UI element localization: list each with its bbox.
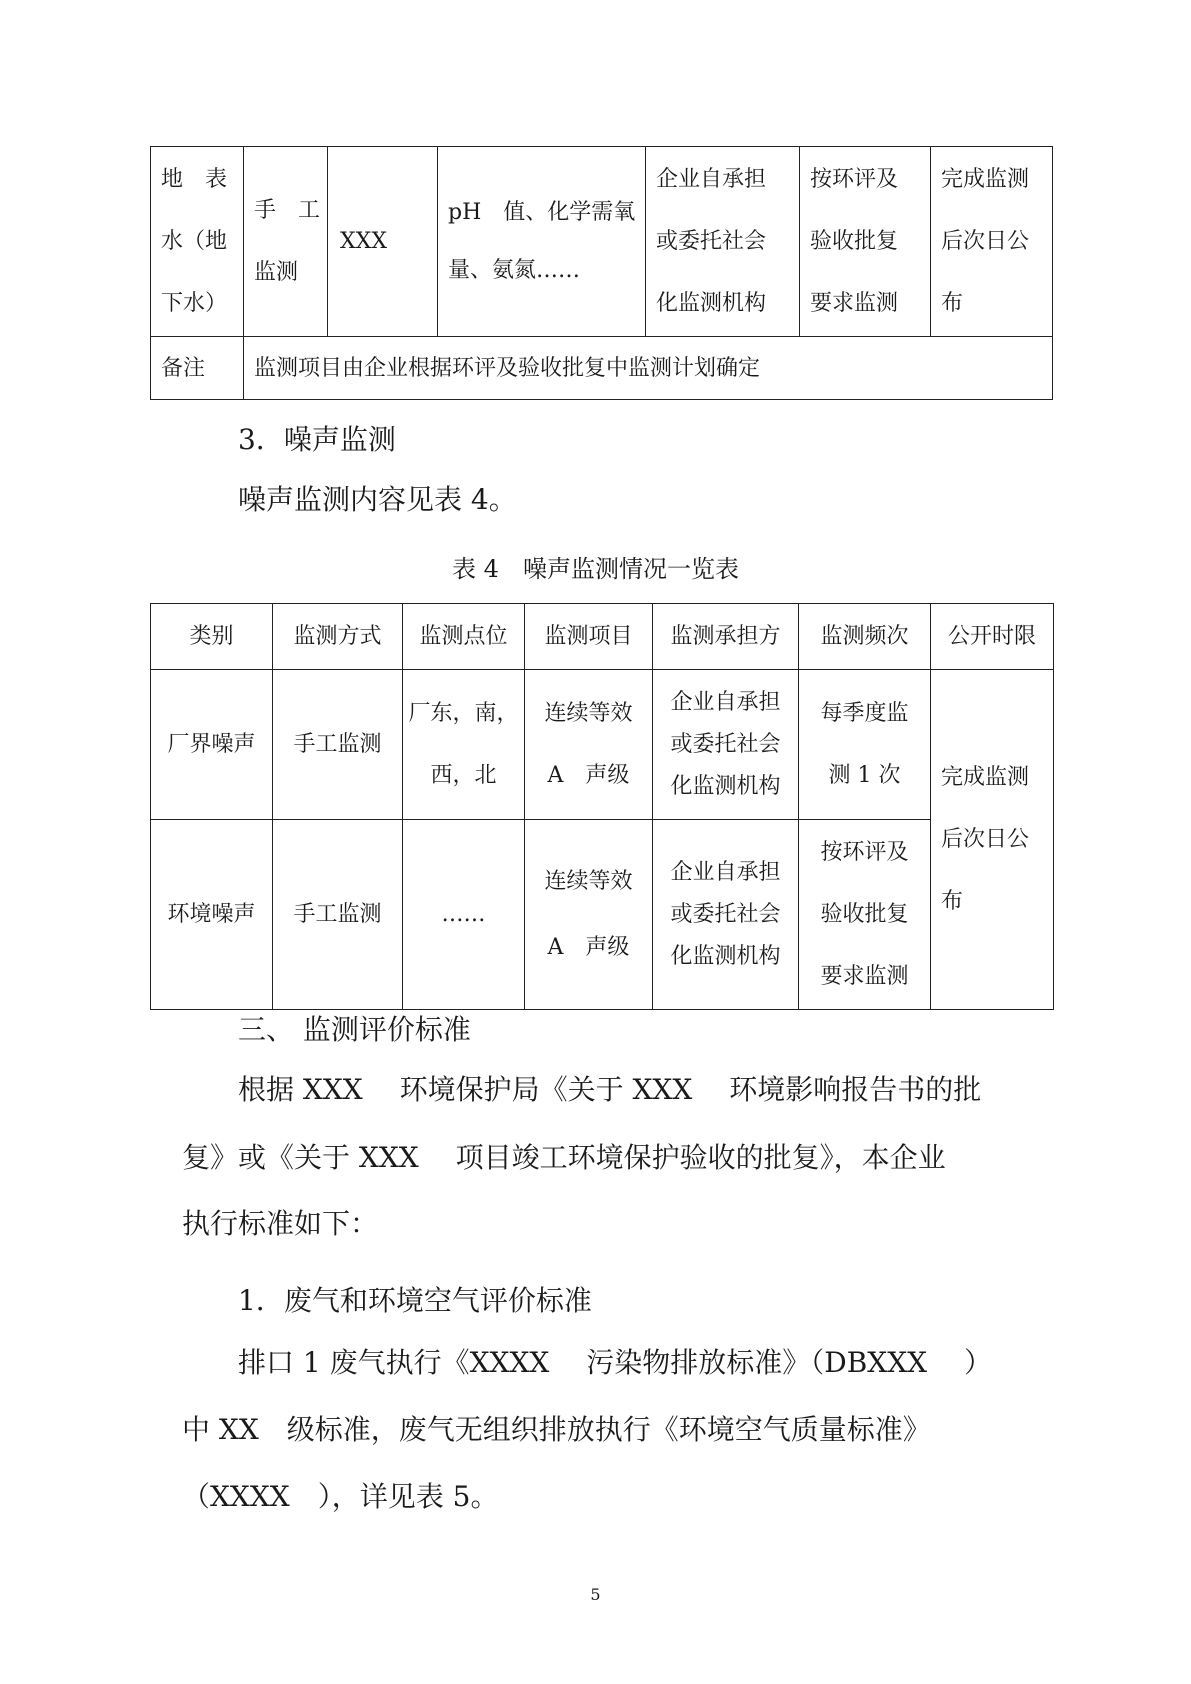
point-cell: 厂东，南， 西，北 <box>403 670 525 820</box>
col-header: 公开时限 <box>931 604 1054 670</box>
bearer-cell: 企业自承担 或委托社会 化监测机构 <box>653 820 799 1010</box>
method-cell: 手 工 监测 <box>244 147 328 337</box>
table-header-row <box>151 604 1054 670</box>
col-header: 监测项目 <box>525 604 653 670</box>
frequency-cell: 每季度监 测 1 次 <box>799 670 931 820</box>
table-row <box>151 147 1053 337</box>
remark-text: 监测项目由企业根据环评及验收批复中监测计划确定 <box>244 337 1053 400</box>
point-cell: …… <box>403 820 525 1010</box>
disclosure-cell: 完成监测 后次日公 布 <box>931 147 1053 337</box>
point-cell: XXX <box>328 147 438 337</box>
col-header: 监测点位 <box>403 604 525 670</box>
paragraph-line: （XXXX ），详见表 5。 <box>182 1480 499 1513</box>
method-cell: 手工监测 <box>273 670 403 820</box>
monitoring-table-continued <box>150 146 1053 400</box>
paragraph: 噪声监测内容见表 4。 <box>238 483 517 516</box>
bearer-cell: 企业自承担 或委托社会 化监测机构 <box>653 670 799 820</box>
paragraph-line: 根据 XXX 环境保护局《关于 XXX 环境影响报告书的批 <box>238 1073 982 1106</box>
table-row <box>151 820 1054 1010</box>
paragraph-line: 执行标准如下： <box>182 1207 379 1240</box>
remark-row <box>151 337 1053 400</box>
paragraph-line: 中 XX 级标准，废气无组织排放执行《环境空气质量标准》 <box>182 1413 931 1446</box>
paragraph-line: 复》或《关于 XXX 项目竣工环境保护验收的批复》，本企业 <box>182 1141 946 1174</box>
category-cell: 厂界噪声 <box>151 670 273 820</box>
section-heading: 三、 监测评价标准 <box>238 1013 471 1046</box>
section-heading: 3．噪声监测 <box>238 423 396 456</box>
category-cell: 环境噪声 <box>151 820 273 1010</box>
table-row <box>151 670 1054 820</box>
col-header: 监测频次 <box>799 604 931 670</box>
frequency-cell: 按环评及 验收批复 要求监测 <box>800 147 931 337</box>
section-heading: 1．废气和环境空气评价标准 <box>238 1284 592 1317</box>
items-cell: 连续等效 A 声级 <box>525 820 653 1010</box>
table-caption: 表 4 噪声监测情况一览表 <box>452 555 739 583</box>
paragraph-line: 排口 1 废气执行《XXXX 污染物排放标准》（DBXXX ） <box>238 1346 992 1379</box>
items-cell: 连续等效 A 声级 <box>525 670 653 820</box>
items-cell: pH 值、化学需氧 量、氨氮…… <box>438 147 646 337</box>
col-header: 监测方式 <box>273 604 403 670</box>
category-cell: 地 表 水（地 下水） <box>151 147 244 337</box>
method-cell: 手工监测 <box>273 820 403 1010</box>
col-header: 类别 <box>151 604 273 670</box>
page-number: 5 <box>590 1585 601 1604</box>
remark-label: 备注 <box>151 337 244 400</box>
disclosure-cell: 完成监测 后次日公 布 <box>931 670 1054 1010</box>
bearer-cell: 企业自承担 或委托社会 化监测机构 <box>646 147 800 337</box>
frequency-cell: 按环评及 验收批复 要求监测 <box>799 820 931 1010</box>
col-header: 监测承担方 <box>653 604 799 670</box>
noise-monitoring-table <box>150 603 1054 1010</box>
